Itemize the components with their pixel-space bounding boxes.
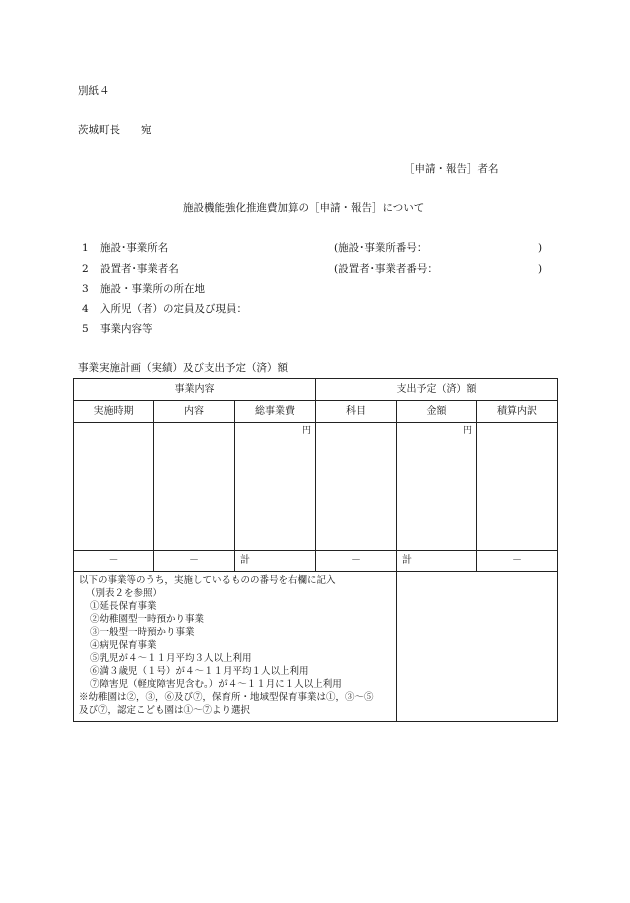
breakdown-entry-cell[interactable] — [477, 423, 558, 551]
group-header-business-content: 事業内容 — [74, 379, 316, 401]
item-label: 施設・事業所の所在地 — [100, 283, 205, 295]
column-header-breakdown: 積算内訳 — [477, 401, 558, 423]
total-cost-sum-cell[interactable]: 計 — [235, 551, 316, 572]
addressee: 茨城町長 宛 — [78, 124, 152, 136]
notes-option: ③一般型一時預かり事業 — [90, 627, 195, 638]
business-notes-cell — [74, 572, 397, 722]
amount-entry-cell[interactable] — [397, 423, 477, 551]
item-2 — [82, 263, 179, 276]
table-caption: 事業実施計画（実績）及び支出予定（済）額 — [78, 362, 288, 374]
item-1-paren-label: (施設･事業所番号： — [334, 242, 428, 254]
document-title: 施設機能強化推進費加算の［申請・報告］について — [183, 202, 425, 214]
item-1-paren-close: ) — [538, 242, 543, 254]
notes-option: ⑦障害児（軽度障害児含む。）が４～１１月に１人以上利用 — [90, 679, 342, 690]
content-entry-cell[interactable] — [154, 423, 235, 551]
table-notes-row — [74, 572, 558, 722]
item-2-paren-label: (設置者･事業者番号： — [334, 263, 438, 275]
yen-unit-label: 円 — [302, 426, 312, 436]
item-label: 設置者･事業者名 — [100, 263, 179, 275]
table-column-header-row — [74, 401, 558, 423]
attachment-label: 別紙４ — [78, 85, 110, 97]
notes-remark: ※幼稚園は②，③，⑥及び⑦，保育所・地域型保育事業は①，③～⑤ — [79, 692, 374, 703]
item-number: 5 — [82, 323, 89, 335]
selected-numbers-entry-cell[interactable] — [397, 572, 558, 722]
column-header-content: 内容 — [154, 401, 235, 423]
table-group-header-row — [74, 379, 558, 401]
notes-option: ⑥満３歳児（１号）が４～１１月平均１人以上利用 — [90, 666, 309, 677]
column-header-total-cost: 総事業費 — [235, 401, 316, 423]
column-header-amount: 金額 — [397, 401, 477, 423]
period-entry-cell[interactable] — [74, 423, 154, 551]
item-3 — [82, 283, 205, 296]
item-4 — [82, 303, 247, 316]
notes-instruction: 以下の事業等のうち，実施しているものの番号を右欄に記入 — [79, 575, 336, 586]
item-label: 施設･事業所名 — [100, 242, 169, 254]
applicant-line: ［申請・報告］者名 — [404, 163, 499, 175]
notes-reference: （別表２を参照） — [86, 588, 163, 599]
item-2-paren-close: ) — [538, 263, 543, 275]
total-row-cell: － — [316, 551, 397, 572]
item-1 — [82, 242, 168, 255]
group-header-expenditure: 支出予定（済）額 — [316, 379, 558, 401]
item-number: 3 — [82, 283, 89, 295]
item-number: 4 — [82, 303, 89, 315]
notes-remark: 及び⑦，認定こども園は①～⑦より選択 — [79, 705, 251, 716]
item-5 — [82, 323, 153, 336]
account-entry-cell[interactable] — [316, 423, 397, 551]
total-row-cell: － — [154, 551, 235, 572]
item-label: 入所児（者）の定員及び現員： — [100, 303, 247, 315]
notes-option: ⑤乳児が４～１１月平均３人以上利用 — [90, 653, 252, 664]
total-row-cell: － — [477, 551, 558, 572]
column-header-period: 実施時期 — [74, 401, 154, 423]
total-cost-entry-cell[interactable] — [235, 423, 316, 551]
column-header-account: 科目 — [316, 401, 397, 423]
item-number: 1 — [82, 242, 89, 254]
item-number: 2 — [82, 263, 89, 275]
total-row-cell: － — [74, 551, 154, 572]
notes-option: ④病児保育事業 — [90, 640, 157, 651]
amount-sum-cell[interactable]: 計 — [397, 551, 477, 572]
notes-option: ①延長保育事業 — [90, 601, 157, 612]
table-total-row — [74, 551, 558, 572]
business-plan-table — [73, 378, 558, 722]
notes-option: ②幼稚園型一時預かり事業 — [90, 614, 205, 625]
table-entry-row — [74, 423, 558, 551]
item-label: 事業内容等 — [100, 323, 153, 335]
yen-unit-label: 円 — [463, 426, 473, 436]
